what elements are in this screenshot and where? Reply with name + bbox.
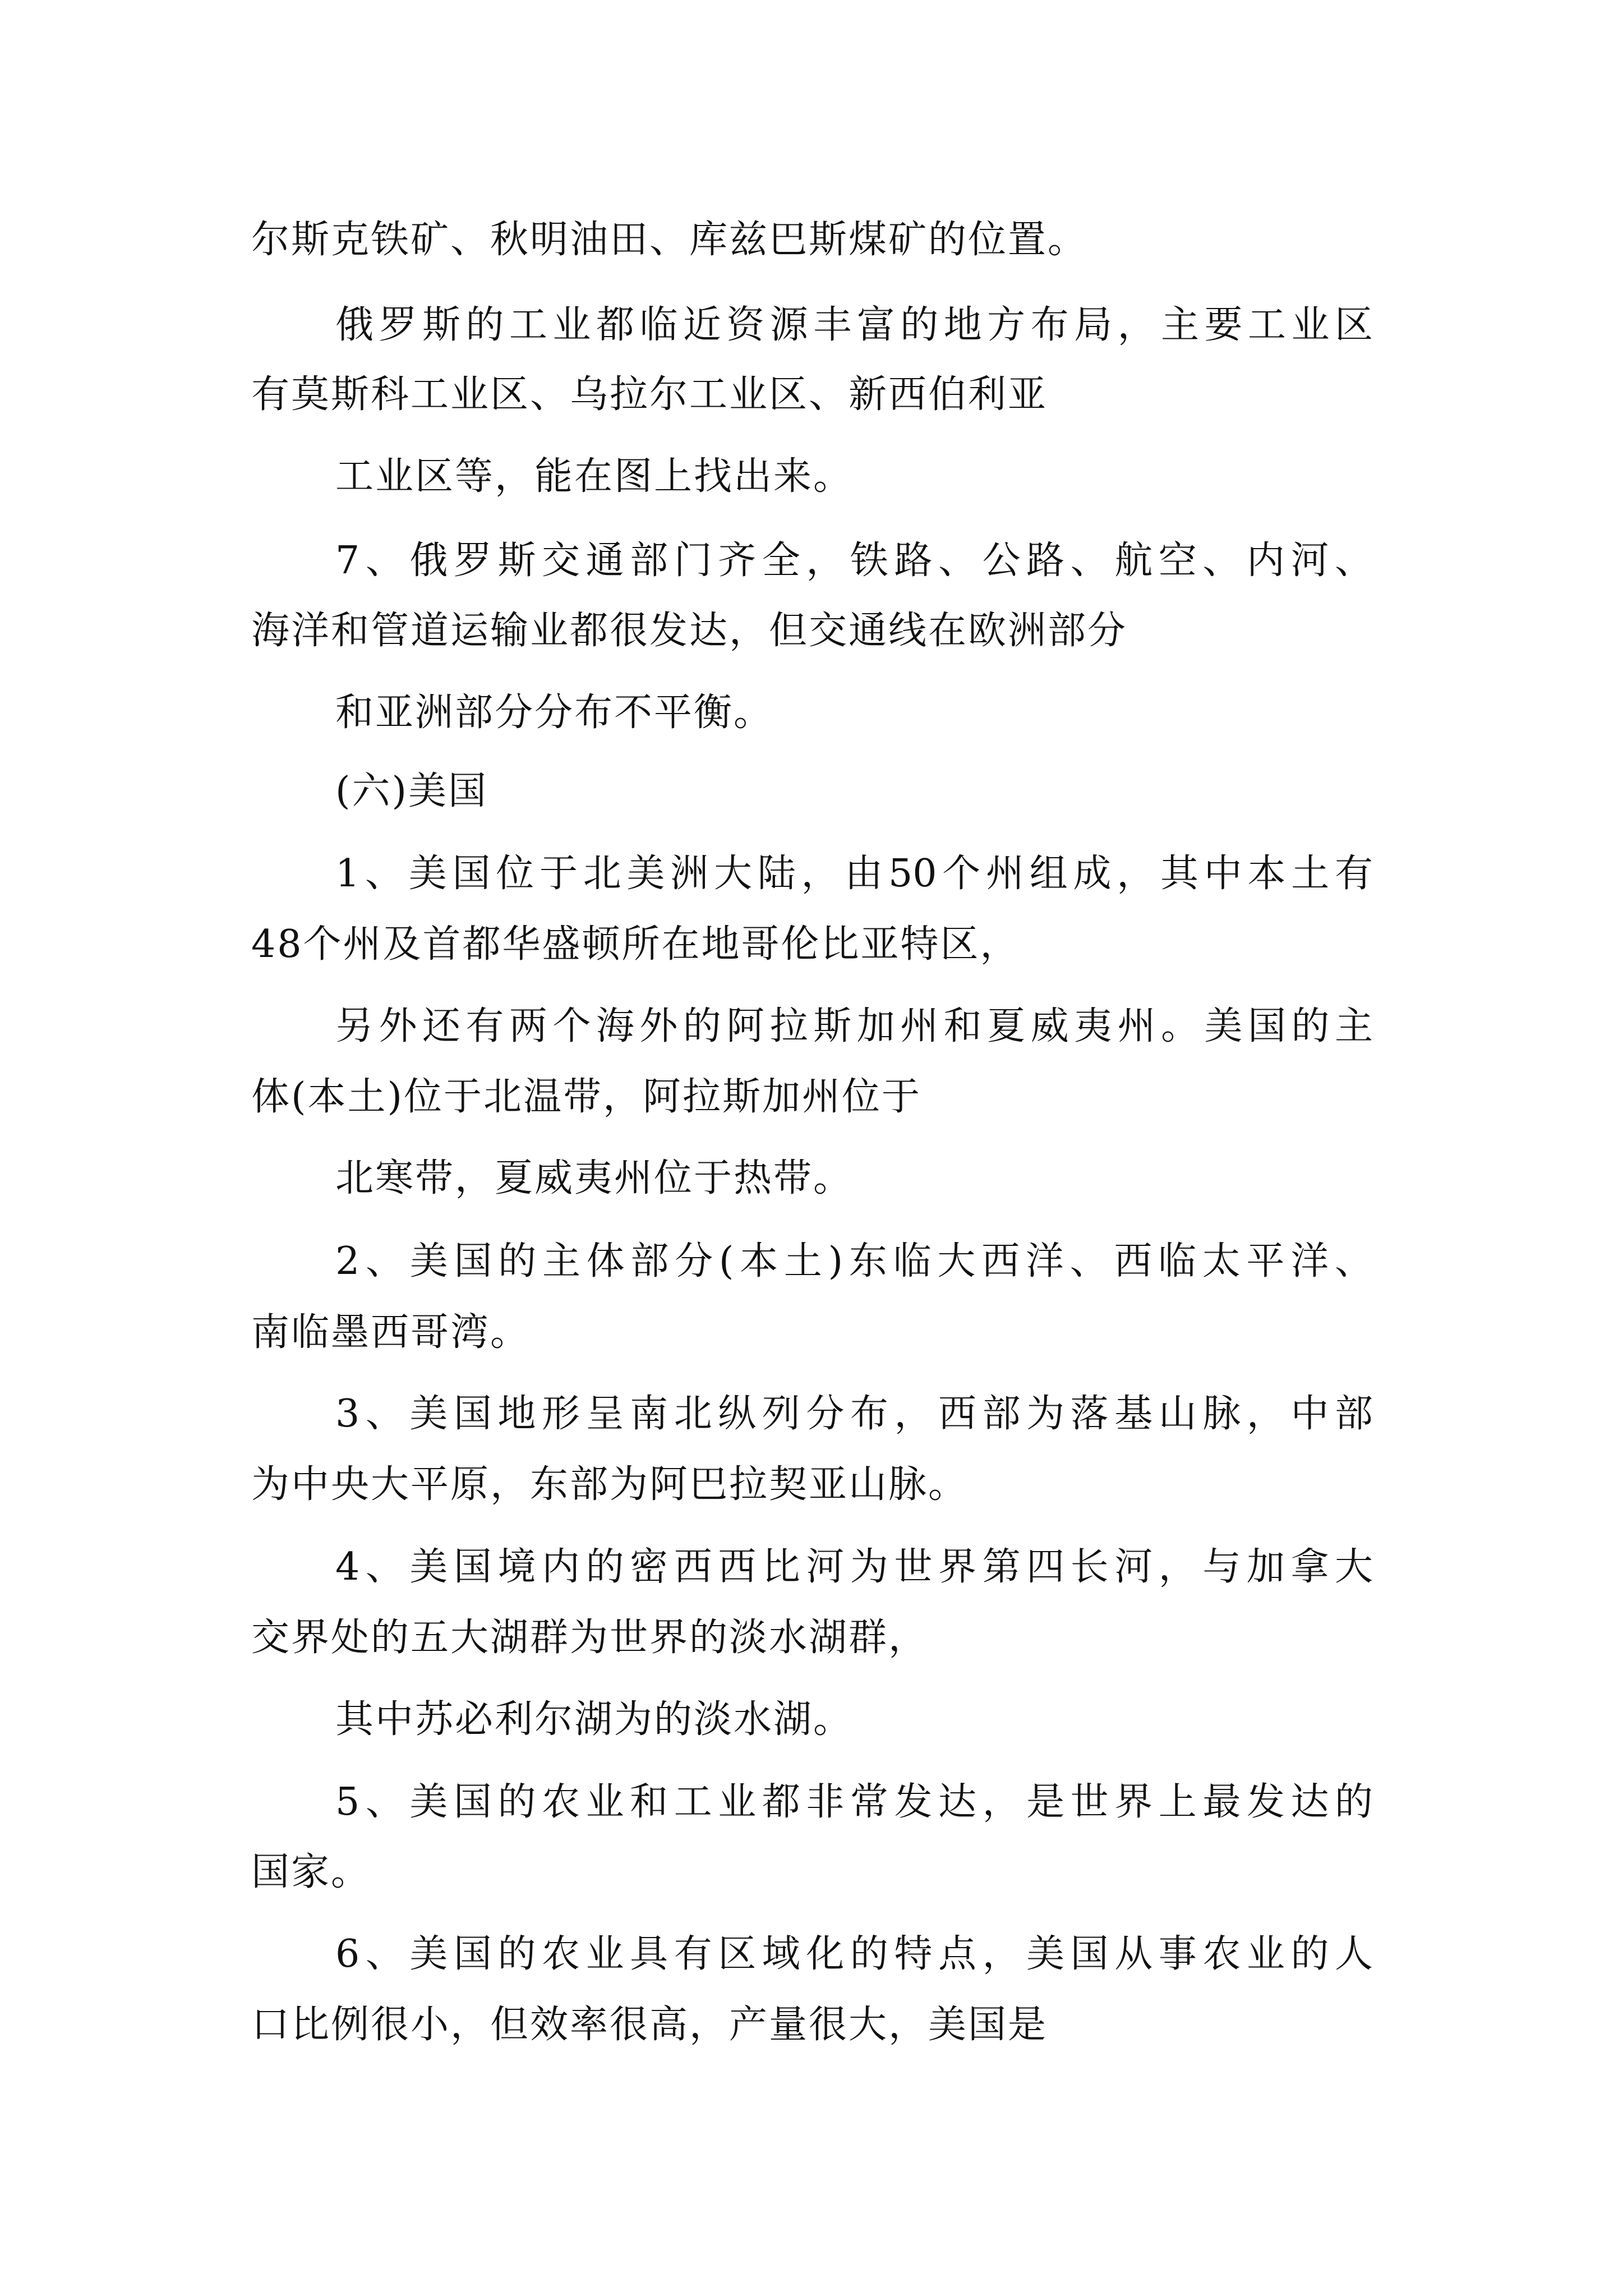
- text-line: 另外还有两个海外的阿拉斯加州和夏威夷州。美国的主: [335, 1004, 1373, 1048]
- text-line: 1、美国位于北美洲大陆，由50个州组成，其中本土有: [335, 852, 1373, 896]
- text-line: 口比例很小，但效率很高，产量很大，美国是: [251, 2003, 1048, 2047]
- text-line: 其中苏必利尔湖为的淡水湖。: [335, 1697, 854, 1742]
- text-line: 3、美国地形呈南北纵列分布，西部为落基山脉，中部: [335, 1392, 1373, 1436]
- text-line: 有莫斯科工业区、乌拉尔工业区、新西伯利亚: [251, 372, 1048, 417]
- text-line: 48个州及首都华盛顿所在地哥伦比亚特区，: [251, 922, 1020, 967]
- text-line: 7、俄罗斯交通部门齐全，铁路、公路、航空、内河、: [335, 539, 1373, 583]
- text-line: 工业区等，能在图上找出来。: [335, 454, 854, 499]
- text-line: 为中央大平原，东部为阿巴拉契亚山脉。: [251, 1462, 969, 1507]
- text-line: 2、美国的主体部分(本土)东临大西洋、西临太平洋、: [335, 1239, 1373, 1283]
- text-line: 南临墨西哥湾。: [251, 1310, 531, 1355]
- text-line: 交界处的五大湖群为世界的淡水湖群，: [251, 1616, 929, 1660]
- text-line: 海洋和管道运输业都很发达，但交通线在欧洲部分: [251, 609, 1128, 653]
- text-line: 6、美国的农业具有区域化的特点，美国从事农业的人: [335, 1932, 1373, 1976]
- section-heading: (六)美国: [335, 769, 488, 813]
- text-line: 4、美国境内的密西西比河为世界第四长河，与加拿大: [335, 1545, 1373, 1589]
- text-line: 北寒带，夏威夷州位于热带。: [335, 1156, 854, 1200]
- text-line: 体(本土)位于北温带，阿拉斯加州位于: [251, 1075, 922, 1119]
- text-line: 和亚洲部分分布不平衡。: [335, 691, 774, 735]
- text-line: 国家。: [251, 1850, 371, 1894]
- text-line: 5、美国的农业和工业都非常发达，是世界上最发达的: [335, 1780, 1373, 1824]
- text-line: 尔斯克铁矿、秋明油田、库兹巴斯煤矿的位置。: [251, 218, 1088, 262]
- text-line: 俄罗斯的工业都临近资源丰富的地方布局，主要工业区: [335, 303, 1373, 347]
